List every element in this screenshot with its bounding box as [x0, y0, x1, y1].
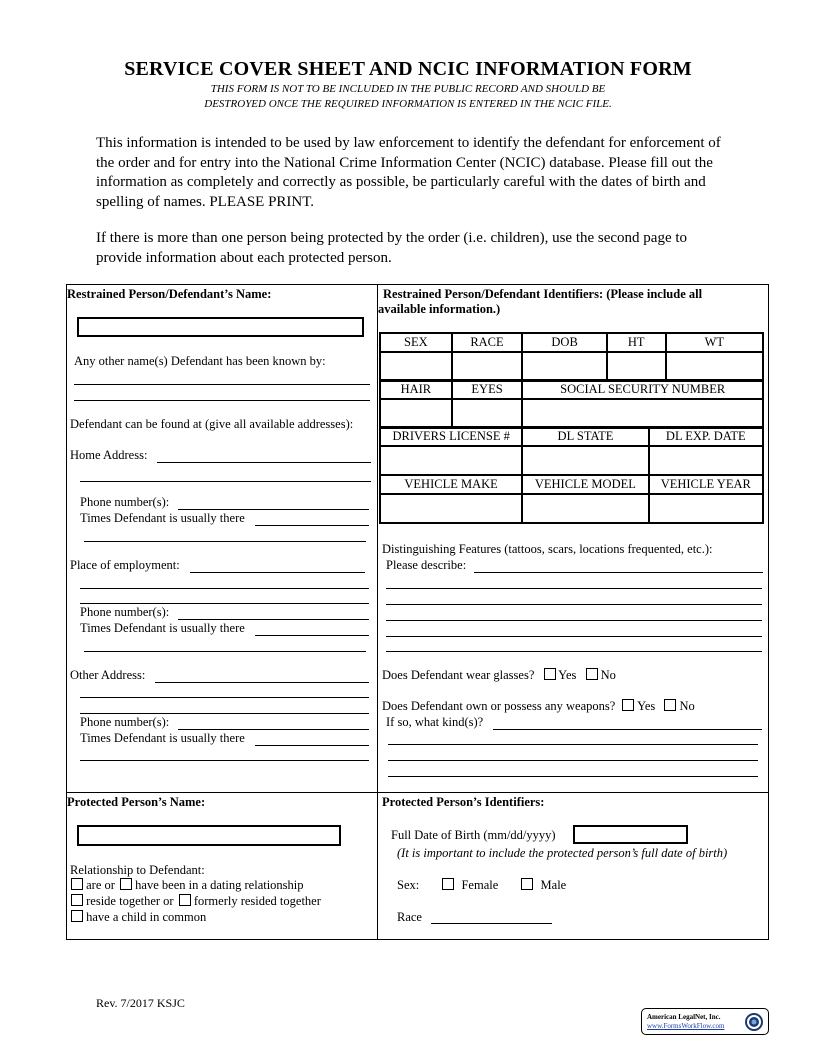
relationship-row-2	[71, 894, 321, 909]
rel-are-or-checkbox[interactable]	[71, 878, 83, 890]
identifier-table-row1	[379, 332, 764, 382]
employment-line-3[interactable]	[80, 603, 369, 604]
dl-state-cell[interactable]	[522, 446, 648, 475]
weight-header: WT	[666, 333, 763, 352]
work-times-label: Times Defendant is usually there	[80, 621, 245, 635]
other-names-line-2[interactable]	[74, 400, 370, 401]
male-label: Male	[540, 878, 567, 892]
identifier-table-row3	[379, 426, 764, 476]
glasses-question	[382, 668, 616, 683]
glasses-label: Does Defendant wear glasses?	[382, 668, 535, 682]
glasses-yes-label: Yes	[558, 668, 577, 682]
section-divider	[66, 792, 769, 793]
home-times-line-2[interactable]	[84, 541, 366, 542]
rel-formerly-checkbox[interactable]	[179, 894, 191, 906]
eyes-cell[interactable]	[452, 399, 523, 428]
sex-cell[interactable]	[380, 352, 452, 381]
vehicle-make-header: VEHICLE MAKE	[380, 475, 522, 494]
identifiers-heading-1: Restrained Person/Defendant Identifiers: (Please include all	[383, 287, 703, 301]
relationship-row-1	[71, 878, 304, 893]
describe-line-6[interactable]	[386, 651, 762, 652]
features-label: Distinguishing Features (tattoos, scars, locations frequented, etc.):	[382, 542, 713, 556]
weapon-kind-line-4[interactable]	[388, 776, 758, 777]
glasses-no-checkbox[interactable]	[586, 668, 598, 680]
ssn-cell[interactable]	[522, 399, 763, 428]
dl-exp-date-header: DL EXP. DATE	[649, 427, 763, 446]
female-checkbox[interactable]	[442, 878, 454, 890]
home-address-line-2[interactable]	[80, 481, 371, 482]
found-at-label: Defendant can be found at (give all available addresses):	[70, 417, 354, 431]
drivers-license-header: DRIVERS LICENSE #	[380, 427, 522, 446]
protected-race-label: Race	[397, 910, 422, 924]
home-address-label: Home Address:	[70, 448, 148, 462]
eyes-header: EYES	[452, 380, 523, 399]
dl-exp-date-cell[interactable]	[649, 446, 763, 475]
relationship-row-3	[71, 910, 206, 925]
work-times-field[interactable]	[255, 635, 369, 636]
other-times-field[interactable]	[255, 745, 369, 746]
rel-dating-label: have been in a dating relationship	[135, 878, 304, 892]
weapon-kind-line-3[interactable]	[388, 760, 758, 761]
dob-header: DOB	[522, 333, 607, 352]
rel-formerly-label: formerly resided together	[193, 894, 321, 908]
other-phone-label: Phone number(s):	[80, 715, 170, 729]
protected-sex-label: Sex:	[397, 878, 420, 892]
protected-dob-label: Full Date of Birth (mm/dd/yyyy)	[391, 828, 556, 842]
describe-line-5[interactable]	[386, 636, 762, 637]
describe-line-3[interactable]	[386, 604, 762, 605]
vehicle-model-header: VEHICLE MODEL	[522, 475, 648, 494]
publisher-swirl-icon	[743, 1011, 765, 1033]
rel-dating-checkbox[interactable]	[120, 878, 132, 890]
subtitle-line-1: THIS FORM IS NOT TO BE INCLUDED IN THE PUBLIC RECORD AND SHOULD BE	[210, 83, 606, 95]
drivers-license-cell[interactable]	[380, 446, 522, 475]
home-times-label: Times Defendant is usually there	[80, 511, 245, 525]
describe-field[interactable]	[474, 572, 763, 573]
rel-reside-checkbox[interactable]	[71, 894, 83, 906]
publisher-logo	[641, 1008, 769, 1035]
other-address-label: Other Address:	[70, 668, 146, 682]
height-header: HT	[607, 333, 666, 352]
race-header: RACE	[452, 333, 523, 352]
other-names-line-1[interactable]	[74, 384, 370, 385]
protected-sex-row	[397, 878, 566, 893]
weapon-kind-label: If so, what kind(s)?	[386, 715, 484, 729]
glasses-yes-checkbox[interactable]	[544, 668, 556, 680]
employment-label: Place of employment:	[70, 558, 180, 572]
work-phone-field[interactable]	[178, 619, 369, 620]
height-cell[interactable]	[607, 352, 666, 381]
protected-dob-field[interactable]	[573, 825, 688, 844]
hair-header: HAIR	[380, 380, 452, 399]
other-address-field[interactable]	[155, 682, 369, 683]
rel-child-label: have a child in common	[86, 910, 207, 924]
weapons-question	[382, 699, 695, 714]
other-address-line-3[interactable]	[80, 713, 369, 714]
describe-line-2[interactable]	[386, 588, 762, 589]
employment-line-2[interactable]	[80, 588, 369, 589]
male-checkbox[interactable]	[521, 878, 533, 890]
female-label: Female	[461, 878, 499, 892]
defendant-name-field[interactable]	[77, 317, 364, 337]
revision-label: Rev. 7/2017 KSJC	[96, 996, 185, 1010]
home-phone-label: Phone number(s):	[80, 495, 170, 509]
identifier-table-row2	[379, 379, 764, 429]
identifier-table-row4	[379, 474, 764, 524]
employment-field[interactable]	[190, 572, 365, 573]
weapon-kind-field[interactable]	[493, 729, 762, 730]
home-address-field[interactable]	[157, 462, 371, 463]
describe-line-4[interactable]	[386, 620, 762, 621]
hair-cell[interactable]	[380, 399, 452, 428]
publisher-website[interactable]: www.FormsWorkFlow.com	[647, 1022, 725, 1030]
subtitle-line-2: DESTROYED ONCE THE REQUIRED INFORMATION IS ENTERED IN THE NCIC FILE.	[204, 98, 612, 110]
other-phone-field[interactable]	[178, 729, 369, 730]
glasses-no-label: No	[600, 668, 616, 682]
vehicle-make-cell[interactable]	[380, 494, 522, 523]
publisher-name: American LegalNet, Inc.	[647, 1013, 721, 1021]
protected-name-label: Protected Person’s Name:	[67, 795, 206, 809]
home-phone-field[interactable]	[178, 509, 369, 510]
weapons-label: Does Defendant own or possess any weapons?	[382, 699, 616, 713]
protected-dob-note: (It is important to include the protected person’s full date of birth)	[397, 846, 728, 860]
home-times-field[interactable]	[255, 525, 369, 526]
other-times-line-2[interactable]	[80, 760, 369, 761]
ssn-header: SOCIAL SECURITY NUMBER	[522, 380, 763, 399]
weight-cell[interactable]	[666, 352, 763, 381]
weapons-no-label: No	[679, 699, 695, 713]
weapon-kind-line-2[interactable]	[388, 744, 758, 745]
weapons-yes-label: Yes	[637, 699, 656, 713]
rel-are-or-label: are or	[86, 878, 115, 892]
race-cell[interactable]	[452, 352, 523, 381]
weapons-yes-checkbox[interactable]	[622, 699, 634, 711]
rel-reside-label: reside together or	[86, 894, 174, 908]
intro-paragraph-1: This information is intended to be used by law enforcement to identify the defendant for enforcement of the order and for entry into the National Crime Information Center (NCIC) database. Please fill out the information as completely and correctly as possible, be particularly careful with the dates of birth and spelling of names. PLEASE PRINT.	[96, 135, 721, 210]
other-address-line-2[interactable]	[80, 697, 369, 698]
dl-state-header: DL STATE	[522, 427, 648, 446]
dob-cell[interactable]	[522, 352, 607, 381]
other-times-label: Times Defendant is usually there	[80, 731, 245, 745]
rel-child-checkbox[interactable]	[71, 910, 83, 922]
vehicle-model-cell[interactable]	[522, 494, 648, 523]
sex-header: SEX	[380, 333, 452, 352]
describe-label: Please describe:	[386, 558, 467, 572]
work-phone-label: Phone number(s):	[80, 605, 170, 619]
relationship-label: Relationship to Defendant:	[70, 863, 205, 877]
other-names-label: Any other name(s) Defendant has been known by:	[74, 354, 326, 368]
weapons-no-checkbox[interactable]	[664, 699, 676, 711]
defendant-name-label: Restrained Person/Defendant’s Name:	[67, 287, 272, 301]
protected-name-field[interactable]	[77, 825, 341, 846]
vehicle-year-header: VEHICLE YEAR	[649, 475, 763, 494]
intro-paragraph-2: If there is more than one person being protected by the order (i.e. children), use the second page to provide information about each protected person.	[96, 230, 688, 266]
vehicle-year-cell[interactable]	[649, 494, 763, 523]
work-times-line-2[interactable]	[84, 651, 366, 652]
identifiers-heading-2: available information.)	[378, 302, 501, 316]
column-divider	[377, 284, 378, 940]
protected-identifiers-label: Protected Person’s Identifiers:	[382, 795, 545, 809]
page-title: SERVICE COVER SHEET AND NCIC INFORMATION FORM	[124, 58, 692, 80]
protected-race-field[interactable]	[431, 923, 552, 924]
